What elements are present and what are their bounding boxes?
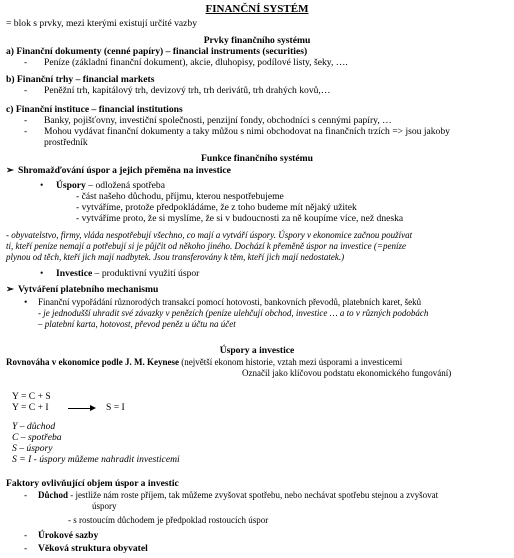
factor-duchod-line — [38, 490, 438, 501]
legend-c: C – spotřeba — [12, 432, 62, 443]
factor-duchod-text: - jestliže nám roste příjem, tak můžeme zvyšovat spotřebu, nebo nechávat spotřebu stejnou a zvyšovat — [68, 490, 439, 500]
arrow-line — [68, 408, 92, 409]
equilibrium-line-2: Označil jako klíčovou podstatu ekonomického fungování) — [242, 368, 452, 378]
item-a-heading: a) Finanční dokumenty (cenné papíry) – financial instruments (securities) — [6, 46, 308, 57]
item-b-text: Peněžní trh, kapitálový trh, devizový trh, trh derivátů, trh drahých kovů,… — [44, 85, 331, 96]
list-dash: - — [24, 85, 28, 96]
bullet-icon: • — [40, 180, 44, 191]
list-dash: - — [24, 543, 28, 554]
equation-3: S = I — [106, 402, 125, 413]
italic-note-2: ti, kteří peníze nemají a potřebují si je půjčit od někoho jiného. Dochází k přeměně úspor na investice (=peníze — [6, 241, 406, 251]
list-dash: - — [24, 530, 28, 541]
section-heading-funkce: Funkce finančního systému — [201, 153, 313, 164]
document-title: FINANČNÍ SYSTÉM — [205, 3, 309, 15]
list-dash: - — [24, 115, 28, 126]
uspory-point-2: - vytváříme, protože předpokládáme, že z toho budeme mít nějaký užitek — [76, 202, 357, 213]
item-c-heading: c) Finanční instituce – financial institutions — [6, 104, 183, 115]
item-c-text-2: Mohou vydávat finanční dokumenty a taky můžou s nimi obchodovat na finančních trzích => jsou jakoby — [44, 126, 450, 137]
italic-note-3: plynou od těch, kteří jich mají nadbytek. Jsou transferovány k těm, kteří jich mají nedostatek.) — [6, 252, 345, 262]
equation-2: Y = C + I — [12, 402, 49, 413]
equation-1: Y = C + S — [12, 391, 51, 402]
bullet-icon: • — [24, 297, 28, 308]
list-dash: - — [24, 126, 28, 137]
equilibrium-line — [6, 357, 402, 368]
uspory-point-1: - část našeho důchodu, příjmu, kterou nespotřebujeme — [76, 191, 284, 202]
arrow-right-icon — [90, 405, 96, 411]
factor-vekova-struktura: Věková struktura obyvatel — [38, 543, 148, 554]
legend-s-equals-i: S = I - úspory můžeme nahradit investicemi — [12, 454, 180, 465]
uspory-point-3: - vytváříme proto, že si myslíme, že si v budoucnosti za ně koupíme více, než dneska — [76, 213, 404, 224]
equilibrium-rest: (největší ekonom historie, vztah mezi úsporami a investicemi — [179, 357, 403, 367]
item-b-heading: b) Finanční trhy – financial markets — [6, 74, 155, 85]
legend-y: Y – důchod — [12, 421, 56, 432]
list-dash: - — [24, 57, 28, 68]
item-c-text-3: prostředník — [44, 137, 88, 148]
function-2-item-1: Finanční vypořádání různorodých transakcí pomocí hotovosti, bankovních převodů, platebních karet, šeků — [38, 297, 422, 307]
item-c-text-1: Banky, pojišťovny, investiční společnosti, penzijní fondy, obchodníci s cennými papíry, … — [44, 115, 392, 126]
list-dash: - — [24, 490, 28, 501]
legend-s: S – úspory — [12, 443, 53, 454]
arrow-bullet-icon: ➢ — [6, 165, 15, 176]
factor-duchod-text-3: - s rostoucím důchodem je předpoklad rostoucích úspor — [68, 515, 269, 525]
section-heading-uspory-investice: Úspory a investice — [219, 345, 295, 356]
item-a-text: Peníze (základní finanční dokument), akcie, dluhopisy, podílové listy, šeky, …. — [44, 57, 348, 68]
equilibrium-bold: Rovnováha v ekonomice podle J. M. Keynese — [6, 357, 179, 367]
function-1-heading: Shromažďování úspor a jejich přeměna na investice — [18, 165, 231, 176]
function-2-item-3: – platební karta, hotovost, převod peněz u účtu na účet — [38, 319, 236, 329]
investice-definition: – produktivní využití úspor — [92, 268, 200, 279]
factor-duchod-text-2: úspory — [92, 501, 117, 511]
function-2-heading: Vytváření platebního mechanismu — [18, 284, 159, 295]
factor-urokove-sazby: Úrokové sazby — [38, 530, 99, 541]
italic-note-1: - obyvatelstvo, firmy, vláda nespotřebují všechno, co mají a vytváří úspory. Úspory v ekonomice začnou používat — [6, 230, 413, 240]
uspory-definition: – odložená spotřeba — [85, 180, 165, 191]
function-2-item-2: - je jednodušší uhradit své závazky v penězích (peníze ulehčují obchod, investice … a to v různých podobách — [38, 308, 429, 318]
uspory-line — [56, 180, 165, 191]
investice-line — [56, 268, 199, 279]
factor-duchod-label: Důchod — [38, 490, 69, 500]
definition: = blok s prvky, mezi kterými existují určité vazby — [6, 18, 198, 29]
uspory-label: Úspory — [56, 180, 86, 191]
arrow-bullet-icon: ➢ — [6, 284, 15, 295]
section-heading-faktory: Faktory ovlivňující objem úspor a investic — [6, 478, 179, 489]
bullet-icon: • — [40, 268, 44, 279]
section-heading-prvky: Prvky finančního systému — [203, 35, 311, 46]
investice-label: Investice — [56, 268, 93, 279]
